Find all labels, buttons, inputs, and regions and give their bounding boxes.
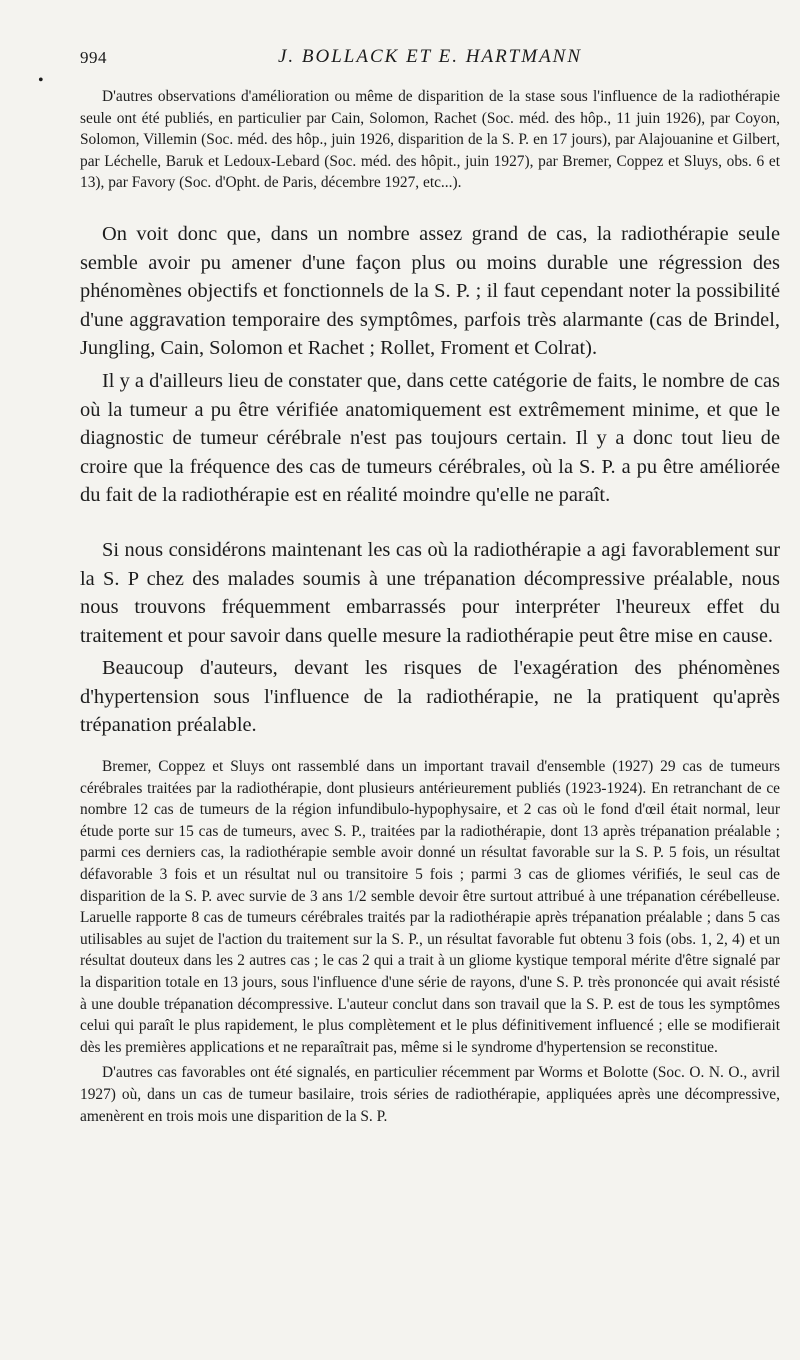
paragraph-auteurs: Beaucoup d'auteurs, devant les risques de l'exagération des phénomènes d'hypertension sous l'influence de la radiothérapie, ne la pratiquent qu'après trépanation préalable. <box>80 657 780 737</box>
paragraph-bremer: Bremer, Coppez et Sluys ont rassemblé dans un important travail d'ensemble (1927) 29 cas de tumeurs cérébrales traitées par la radiothérapie, dont plusieurs antérieurement publiés (1923-1924). En retranchant de ce nombre 12 cas de tumeurs de la région infundibulo-hypophysaire, et 2 cas où le fond d'œil était normal, leur étude porte sur 15 cas de tumeurs, avec S. P., traitées par la radiothérapie, dont 13 après trépanation préalable ; parmi ces derniers cas, la radiothérapie semble avoir donné un résultat favorable sur la S. P. 5 fois, un résultat défavorable 3 fois et un résultat nul ou transitoire 5 fois ; parmi 3 cas de gliomes vérifiés, le seul cas de disparition de la S. P. avec survie de 3 ans 1/2 semble devoir être surtout attribué à une trépanation cérébelleuse. Laruelle rapporte 8 cas de tumeurs cérébrales traités par la radiothérapie après trépanation préalable ; dans 5 cas utilisables au sujet de l'action du traitement sur la S. P., un résultat favorable fut obtenu 3 fois (obs. 1, 2, 4) et un résultat douteux dans les 2 autres cas ; le cas 2 qui a trait à un gliome kystique temporal mérite d'être signalé par la disparition totale en 13 jours, sous l'influence d'une série de rayons, d'une S. P. très prononcée qui avait résisté à une double trépanation décompressive. L'auteur conclut dans son travail que la S. P. est de tous les symptômes celui qui paraît le plus rapidement, le plus complètement et le plus définitivement influencé ; elle se modifierait dès les premières applications et ne reparaîtrait pas, même si le syndrome d'hypertension se reconstitue. <box>80 758 780 1056</box>
paragraph-radiotherapy-seule: On voit donc que, dans un nombre assez grand de cas, la radiothérapie seule semble avoir pu amener d'une façon plus ou moins durable une régression des phénomènes objectifs et fonctionnels de la S. P. ; il faut cependant noter la possibilité d'une aggravation temporaire des symptômes, parfois très alarmante (cas de Brindel, Jungling, Cain, Solomon et Rachet ; Rollet, Froment et Colrat). <box>80 222 780 360</box>
paragraph-trepanation: Si nous considérons maintenant les cas où la radiothérapie a agi favorablement sur la S. P chez des malades soumis à une trépanation décompressive préalable, nous nous trouvons fréquemment embarrassés pour interpréter l'heureux effet du traitement et pour savoir dans quelle mesure la radiothérapie peut être mise en cause. <box>80 538 780 647</box>
paragraph-verification: Il y a d'ailleurs lieu de constater que, dans cette catégorie de faits, le nombre de cas où la tumeur a pu être vérifiée anatomiquement est extrêmement minime, et que le diagnostic de tumeur cérébrale n'est pas toujours certain. Il y a donc tout lieu de croire que la fréquence des cas de tumeurs cérébrales, où la S. P. a pu être améliorée du fait de la radiothérapie est en réalité moindre qu'elle ne paraît. <box>80 369 780 507</box>
paragraph-worms: D'autres cas favorables ont été signalés, en particulier récemment par Worms et Bolotte (Soc. O. N. O., avril 1927) où, dans un cas de tumeur basilaire, trois séries de radiothérapie, appliquées après une décompressive, amenèrent en trois mois une disparition de la S. P. <box>80 1064 780 1125</box>
page <box>80 36 780 1127</box>
paragraph-observations: D'autres observations d'amélioration ou même de disparition de la stase sous l'influence de la radiothérapie seule ont été publiés, en particulier par Cain, Solomon, Rachet (Soc. méd. des hôp., 11 juin 1926), par Coyon, Solomon, Villemin (Soc. méd. des hôp., juin 1926, disparition de la S. P. en 17 jours), par Alajouanine et Gilbert, par Léchelle, Baruk et Ledoux-Lebard (Soc. méd. des hôpit., juin 1927), par Bremer, Coppez et Sluys, obs. 6 et 13), par Favory (Soc. d'Opht. de Paris, décembre 1927, etc...). <box>80 88 780 192</box>
running-title: J. BOLLACK ET E. HARTMANN <box>277 46 583 67</box>
margin-mark: • <box>38 72 44 89</box>
page-number: 994 <box>80 48 107 67</box>
page-header <box>80 36 780 76</box>
